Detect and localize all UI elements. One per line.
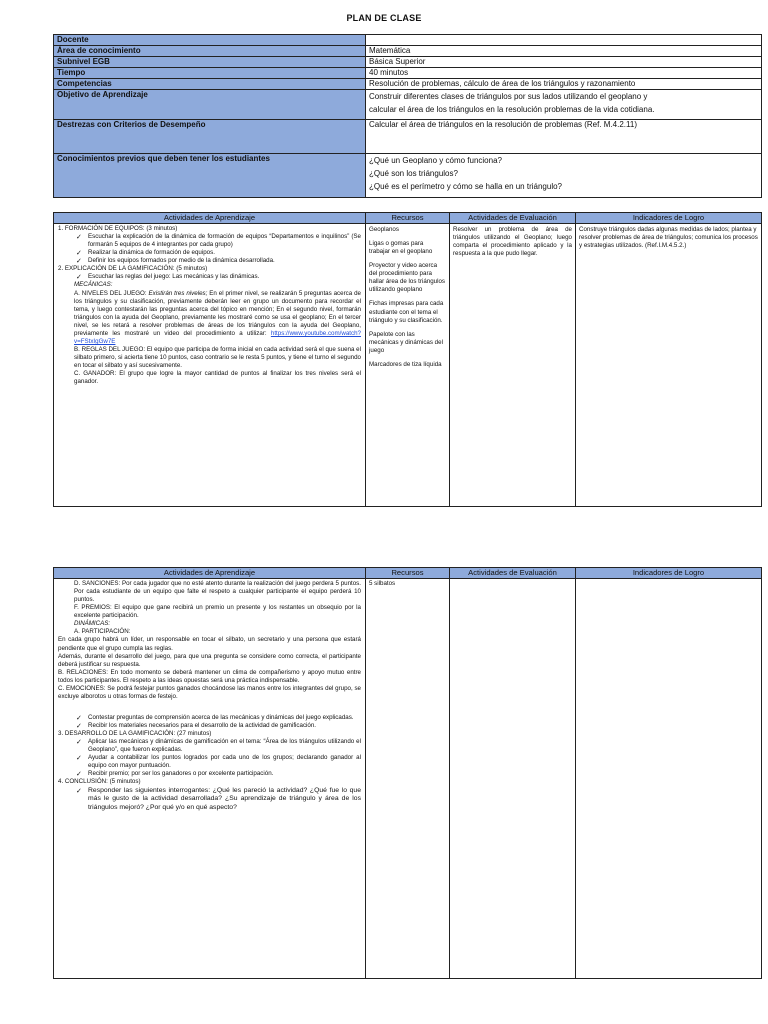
section-3-title: 3. DESARROLLO DE LA GAMIFICACIÓN: (27 minutos) [58,730,212,738]
checklist-text: Recibir los materiales necesarios para el desarrollo de la actividad de gamificación. [88,722,317,729]
logro-cell: Construye triángulos dadas algunas medidas de lados; plantea y resolver problemas de área de triángulos; comunica los procesos y estrategias utilizados. (Ref.I.M.4.5.2.) [576,224,762,507]
destrezas-label: Destrezas con Criterios de Desempeño [54,120,366,154]
check-icon: ✓ [76,739,82,747]
participacion-title: A. PARTICIPACIÓN: [74,628,131,636]
recurso-item: Ligas o gomas para trabajar en el geoplano [369,240,433,256]
activities-table-2 [53,567,762,979]
header-actividades: Actividades de Aprendizaje [54,568,366,579]
logro-cell [576,579,762,979]
checklist-item [58,233,361,249]
ganador-paragraph: C. GANADOR: El grupo que logre la mayor cantidad de puntos al finalizar los tres niveles será el ganador. [74,370,361,386]
section-4-title: 4. CONCLUSIÓN: (5 minutos) [58,778,141,786]
checklist-text: Ayudar a contabilizar los puntos logrados por cada uno de los grupos; declarando ganador al equipo con mayor puntuación. [88,754,361,770]
conocimientos-q3: ¿Qué es el perímetro y cómo se halla en un triángulo? [369,182,562,191]
emociones-paragraph: C. EMOCIONES: Se podrá festejar puntos ganados chocándose las manos entre los integrantes del grupo, se excluye alborotos u otras formas de festejo. [58,684,361,700]
activities-header-row [54,213,762,224]
conocimientos-value [366,154,762,198]
checklist-item [58,738,361,754]
niveles-italic: Existirán tres niveles; [148,289,208,297]
checklist-text: Escuchar las reglas del juego: Las mecánicas y las dinámicas. [88,273,260,281]
recurso-item: Papelote con las mecánicas y dinámicas del juego [369,330,443,354]
activities-body-row [54,579,762,979]
checklist-text: Realizar la dinámica de formación de equipos. [88,249,215,257]
conocimientos-label: Conocimientos previos que deben tener los estudiantes [54,154,366,198]
spacer [58,701,361,714]
relaciones-paragraph: B. RELACIONES: En todo momento se deberá mantener un clima de compañerismo y apoyo mutuo entre todos los participantes. El respeto a las ideas opuestas será una práctica indispensable. [58,668,361,684]
header-evaluacion: Actividades de Evaluación [450,568,576,579]
objetivo-value [366,90,762,120]
competencias-label: Competencias [54,79,366,90]
recurso-item: Fichas impresas para cada estudiante con el tema el triángulo y su clasificación. [369,300,444,324]
check-icon: ✓ [76,274,82,282]
header-logro: Indicadores de Logro [576,213,762,224]
row-docente [54,35,762,46]
checklist-item [58,257,361,265]
header-actividades: Actividades de Aprendizaje [54,213,366,224]
reglas-paragraph: B. REGLAS DEL JUEGO: El equipo que participa de forma inicial en cada actividad será el que suena el silbato primero, si acierta tiene 10 puntos, caso contrario se le resta 5 puntos, y tiene el turno el segundo en tocar el silbato y así sucesivamente. [74,345,361,370]
activities-cell [54,579,366,979]
check-icon: ✓ [76,771,82,779]
niveles-text: En el primer nivel, se realizarán 5 preguntas acerca de los triángulos y su clasificación, previamente deberán leer en grupo un documento para recordar el tema, y luego contestarán las preguntas acerca del tópico en mención; En el segundo nivel, formarán triángulos con la ayuda del Geoplano, previamente les mostraré como se usa el geoplano; En el tercer nivel, se les retará a resolver problemas de áreas de los triángulos con la ayuda del Geoplano, previamente les mostraré un video del procedimiento a utilizar: [74,289,361,337]
conocimientos-q2: ¿Qué son los triángulos? [369,169,458,178]
checklist-item [58,249,361,257]
sanciones-paragraph: D. SANCIONES: Por cada jugador que no esté atento durante la realización del juego perdera 5 puntos. Por cada estudiante de un equipo que falte el respeto a cualquier participante el equipo perderá 10 puntos. [74,580,361,604]
recurso-item: Proyector y video acerca del procedimiento para hallar área de los triángulos utilizando geoplano [369,262,446,294]
page-title: PLAN DE CLASE [346,13,422,23]
checklist-text: Responder las siguientes interrogantes: ¿Qué les pareció la actividad? ¿Qué fue lo que más le gusto de la actividad desarrollada? ¿Su aprendizaje de triángulo y área de los triángulos mejoró? ¿Por qué y/o en qué aspecto? [88,786,361,812]
youtube-link[interactable]: https://www.youtube.com/watch?v=FStxIgGw7E [74,329,361,345]
recursos-cell [366,224,450,507]
competencias-value: Resolución de problemas, cálculo de área de los triángulos y razonamiento [366,79,762,90]
check-icon: ✓ [76,714,82,722]
activities-header-row [54,568,762,579]
docente-value [366,35,762,46]
destrezas-value: Calcular el área de triángulos en la resolución de problemas (Ref. M.4.2.11) [366,120,762,154]
mecanicas-heading: MECÁNICAS: [74,281,113,289]
header-evaluacion: Actividades de Evaluación [450,213,576,224]
tiempo-value: 40 minutos [366,68,762,79]
evaluacion-cell: Resolver un problema de área de triángulos utilizando el Geoplano; luego comparta el procedimiento aplicado y la respuesta a la que pudo llegar. [450,224,576,507]
participacion-text-1: En cada grupo habrá un líder, un responsable en tocar el silbato, un secretario y una persona que estará pendiente que el grupo cumpla las reglas. [58,636,361,652]
row-objetivo [54,90,762,120]
objetivo-line-1: Construir diferentes clases de triángulos por sus lados utilizando el geoplano y [369,92,648,101]
checklist-item [58,722,361,730]
check-icon: ✓ [76,234,82,242]
info-table [53,34,762,198]
header-recursos: Recursos [366,568,450,579]
activities-body-row [54,224,762,507]
row-area [54,46,762,57]
participacion-text-2: Además, durante el desarrollo del juego, para que una pregunta se considere como correcta, el participante deberá justificar su respuesta. [58,652,361,668]
check-icon: ✓ [76,258,82,266]
area-label: Área de conocimiento [54,46,366,57]
dinamicas-heading: DINÁMICAS: [74,620,111,628]
check-icon: ✓ [76,723,82,730]
niveles-label: A. NIVELES DEL JUEGO: [74,289,147,297]
activities-cell [54,224,366,507]
subnivel-label: Subnivel EGB [54,57,366,68]
checklist-item [58,273,361,281]
row-conocimientos [54,154,762,198]
activities-table-1 [53,212,762,507]
checklist-text: Aplicar las mecánicas y dinámicas de gamificación en el tema: “Área de los triángulos utilizando el Geoplano”, que fueron explicadas. [88,738,361,754]
niveles-paragraph [58,290,361,346]
recurso-item: Marcadores de tiza líquida [369,360,442,368]
row-destrezas [54,120,762,154]
checklist-item [58,714,361,722]
checklist-item [58,770,361,778]
objetivo-line-2: calcular el área de los triángulos en la resolución problemas de la vida cotidiana. [369,105,655,114]
premios-paragraph: F. PREMIOS: El equipo que gane recibirá un premio un presente y los restantes un obsequio por la excelente participación. [74,604,361,620]
evaluacion-cell [450,579,576,979]
conocimientos-q1: ¿Qué un Geoplano y cómo funciona? [369,156,502,165]
checklist-item [58,787,361,813]
subnivel-value: Básica Superior [366,57,762,68]
recurso-item: Geoplanos [369,226,399,233]
check-icon: ✓ [76,755,82,763]
row-tiempo [54,68,762,79]
row-subnivel [54,57,762,68]
header-recursos: Recursos [366,213,450,224]
section-1-title: 1. FORMACIÓN DE EQUIPOS: (3 minutos) [58,225,178,232]
checklist-item [58,754,361,770]
checklist-text: Contestar preguntas de comprensión acerca de las mecánicas y dinámicas del juego explicadas. [88,713,354,721]
checklist-text: Recibir premio; por ser los ganadores o por excelente participación. [88,770,274,778]
checklist-text: Definir los equipos formados por medio de la dinámica desarrollada. [88,257,275,265]
objetivo-label: Objetivo de Aprendizaje [54,90,366,120]
section-2-title: 2. EXPLICACIÓN DE LA GAMIFICACIÓN: (5 minutos) [58,265,208,273]
recursos-cell: 5 silbatos [366,579,450,979]
row-competencias [54,79,762,90]
header-logro: Indicadores de Logro [576,568,762,579]
check-icon: ✓ [76,787,82,795]
check-icon: ✓ [76,250,82,258]
tiempo-label: Tiempo [54,68,366,79]
checklist-text: Escuchar la explicación de la dinámica de formación de equipos “Departamentos e inquilinos” (Se formarán 5 equipos de 4 integrantes por cada grupo) [88,233,361,249]
docente-label: Docente [54,35,366,46]
area-value: Matemática [366,46,762,57]
